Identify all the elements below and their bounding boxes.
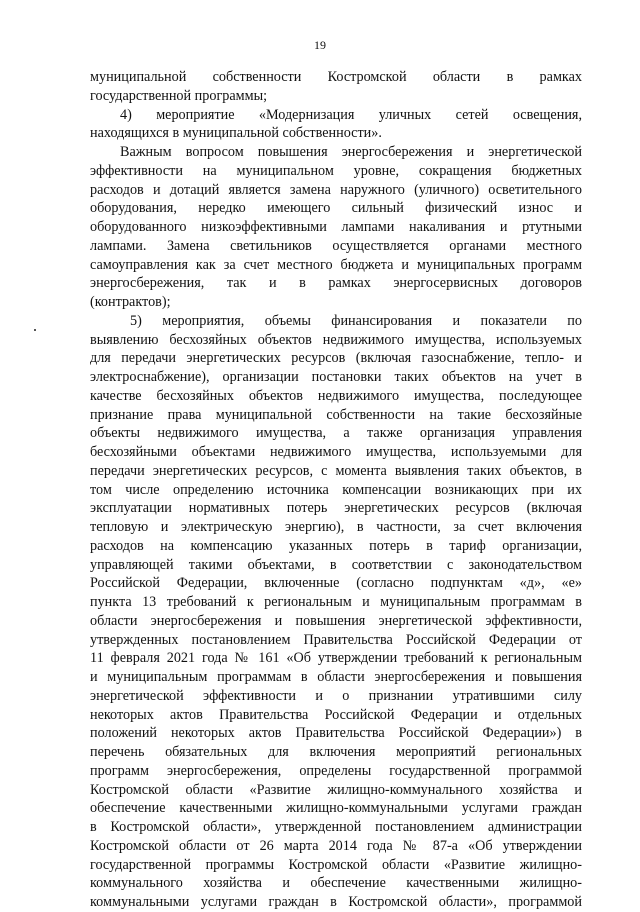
text-line: коммунальными услугами граждан в Костромской области», программой — [90, 894, 582, 910]
text-line: перечень обязательных для включения мероприятий региональных — [90, 744, 582, 760]
margin-mark — [34, 329, 36, 331]
text-line: объекты недвижимого имущества, а также организация управления — [90, 425, 582, 442]
text-line: области энергосбережения и повышения энергетической эффективности, — [90, 612, 582, 629]
text-line: Важным вопросом повышения энергосбережения и энергетической — [120, 144, 582, 160]
page-number: 19 — [314, 38, 326, 52]
text-line: 4) мероприятие «Модернизация уличных сетей освещения, — [120, 106, 582, 123]
text-line: находящихся в муниципальной собственности». — [90, 125, 382, 142]
text-line: (контрактов); — [90, 294, 171, 310]
text-line: обеспечение качественными жилищно-коммунальными услугами граждан — [90, 800, 582, 817]
text-line: признание права муниципальной собственности на такие бесхозяйные — [90, 406, 582, 423]
text-line: расходов на компенсацию указанных потерь в тариф организации, — [90, 537, 582, 554]
text-line: Костромской области от 26 марта 2014 года № 87-а «Об утверждении — [90, 837, 582, 854]
text-line: энергетической эффективности и о признании утратившими силу — [90, 687, 582, 704]
text-line: бесхозяйными объектами недвижимого имущества, используемыми для — [90, 444, 582, 460]
text-line: тепловую и электрическую энергию), в частности, за счет включения — [90, 519, 582, 535]
text-line: и муниципальным программам в области энергосбережения и повышения — [90, 669, 582, 685]
text-line: том числе определению источника компенсации возникающих при их — [90, 481, 582, 498]
text-line: электроснабжение), организации постановки таких объектов на учет в — [90, 369, 582, 385]
text-line: расходов и дотаций является замена наружного (уличного) осветительного — [90, 181, 582, 198]
text-line: утвержденных постановлением Правительства Российской Федерации от — [90, 631, 582, 648]
text-line: передачи энергетических ресурсов, с момента выявления таких объектов, в — [90, 462, 582, 479]
text-line: лампами. Замена светильников осуществляется органами местного — [90, 237, 582, 254]
text-line: положений некоторых актов Правительства Российской Федерации») в — [90, 725, 582, 742]
document-body — [90, 68, 582, 912]
text-line: энергосбережения, так и в рамках энергосервисных договоров — [90, 275, 582, 292]
text-line: Костромской области «Развитие жилищно-коммунального хозяйства и — [90, 781, 582, 798]
text-line: 11 февраля 2021 года № 161 «Об утверждении требований к региональным — [90, 650, 582, 667]
text-line: коммунального хозяйства и обеспечение качественными жилищно- — [90, 875, 582, 892]
text-line: эффективности на муниципальном уровне, сокращения бюджетных — [90, 162, 582, 179]
text-line: оборудования, нередко имеющего сильный физический износ и — [90, 200, 582, 217]
text-line: государственной программы Костромской области «Развитие жилищно- — [90, 856, 582, 873]
text-line: в Костромской области», утвержденной постановлением администрации — [90, 819, 582, 835]
text-line: качестве бесхозяйных объектов недвижимого имущества, последующее — [90, 387, 582, 404]
text-line: выявлению бесхозяйных объектов недвижимого имущества, используемых — [90, 331, 582, 348]
text-line: Российской Федерации, включенные (согласно подпунктам «д», «е» — [90, 575, 582, 592]
text-line: для передачи энергетических ресурсов (включая газоснабжение, тепло- и — [90, 350, 582, 367]
text-line: пункта 13 требований к региональным и муниципальным программам в — [90, 594, 582, 610]
text-line: эксплуатации нормативных потерь энергетических ресурсов (включая — [90, 500, 582, 517]
text-line: управляющей такими объектами, в соответствии с законодательством — [90, 556, 582, 573]
text-line: самоуправления как за счет местного бюджета и муниципальных программ — [90, 256, 582, 273]
text-line: государственной программы; — [90, 87, 268, 104]
text-line: муниципальной собственности Костромской области в рамках — [90, 69, 582, 85]
text-line: оборудованного низкоэффективными лампами накаливания и ртутными — [90, 219, 582, 235]
text-line: 5) мероприятия, объемы финансирования и показатели по — [130, 312, 582, 329]
text-line: некоторых актов Правительства Российской Федерации и отдельных — [90, 706, 582, 723]
text-line: программ энергосбережения, определены государственной программой — [90, 762, 582, 779]
